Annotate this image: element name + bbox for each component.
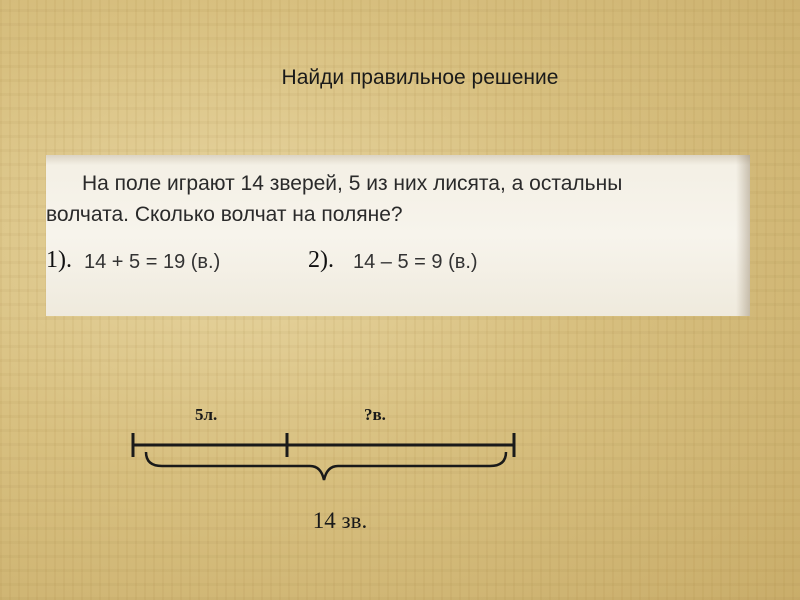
answer-2-equation[interactable]: 14 – 5 = 9 (в.): [353, 251, 478, 273]
problem-line-1: На поле играют 14 зверей, 5 из них лисята, а остальны: [82, 172, 623, 195]
slide-title: Найди правильное решение: [281, 66, 559, 89]
answer-1-equation[interactable]: 14 + 5 = 19 (в.): [84, 251, 221, 273]
total-brace: [146, 452, 506, 480]
total-label: 14 зв.: [312, 508, 368, 533]
answer-1-number[interactable]: 1).: [46, 247, 72, 273]
segment-2-label: ?в.: [364, 405, 386, 424]
segment-1-label: 5л.: [195, 405, 218, 424]
answer-2-number[interactable]: 2).: [308, 247, 334, 273]
problem-line-2: волчата. Сколько волчат на поляне?: [46, 203, 403, 226]
